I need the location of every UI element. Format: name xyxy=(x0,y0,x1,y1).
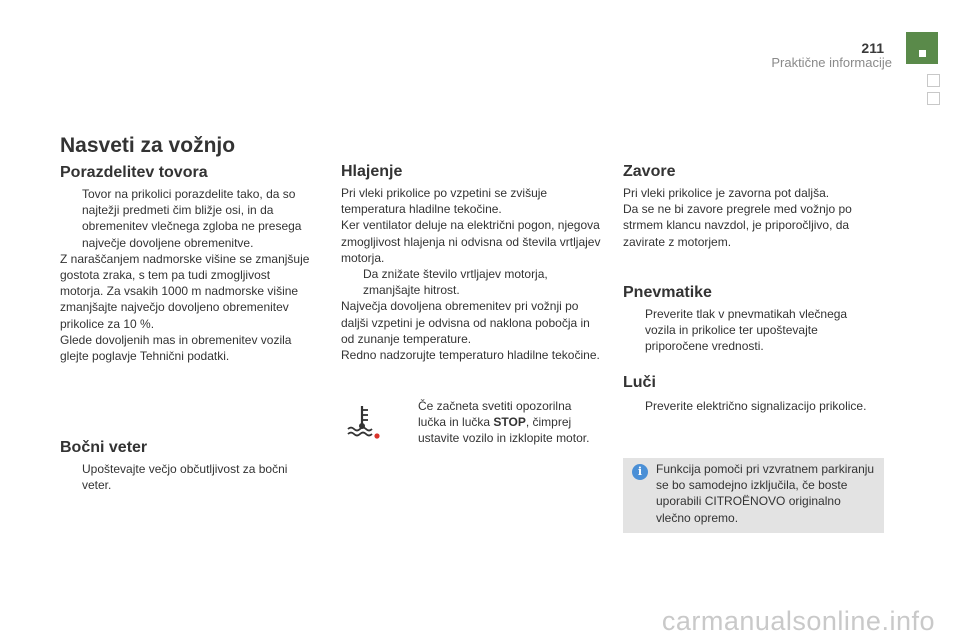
heading-brakes: Zavore xyxy=(623,163,676,180)
col1-body xyxy=(60,186,316,364)
para-max-load-slope: Največja dovoljena obremenitev pri vožnji po daljši vzpetini je odvisna od naklona pobočja in od zunanje temperature. xyxy=(341,299,590,346)
heading-lights: Luči xyxy=(623,374,656,391)
heading-load-distribution: Porazdelitev tovora xyxy=(60,164,208,181)
para-monitor-temp: Redno nadzorujte temperaturo hladilne tekočine. xyxy=(341,348,600,363)
bullet-tyre-pressure: Preverite tlak v pnevmatikah vlečnega vozila in prikolice ter upoštevajte priporočene vrednosti. xyxy=(645,307,848,354)
watermark: carmanualsonline.info xyxy=(661,606,935,636)
page-number: 211 xyxy=(861,40,884,56)
col3-tyres-body xyxy=(623,306,879,355)
para-braking-distance: Pri vleki prikolice je zavorna pot daljša. xyxy=(623,186,830,200)
para-altitude: Z naraščanjem nadmorske višine se zmanjšuje gostota zraka, s tem pa tudi zmogljivost motorja. Za vsakih 1000 m nadmorske višine zmanjšajte največjo dovoljeno obremenitev prikolice za 10 %. xyxy=(60,251,310,331)
info-text: Funkcija pomoči pri vzvratnem parkiranju se bo samodejno izključila, če boste uporabili CITROËNOVO originalno vlečno opremo. xyxy=(656,462,875,525)
bullet-rpm: Da znižate število vrtljajev motorja, zmanjšajte hitrost. xyxy=(363,267,548,298)
tab-box-2 xyxy=(927,92,940,105)
info-icon: i xyxy=(632,464,648,480)
para-cooling-temp: Pri vleki prikolice po vzpetini se zvišuje temperatura hladilne tekočine. xyxy=(341,186,548,217)
col2-body xyxy=(341,185,601,363)
bullet-crosswind: Upoštevajte večjo občutljivost za bočni veter. xyxy=(82,462,288,493)
col3-brakes-body xyxy=(623,185,879,250)
section-label: Praktične informacije xyxy=(771,55,892,70)
coolant-temperature-warning-icon xyxy=(343,402,381,440)
col1-crosswind-body xyxy=(60,461,300,493)
stop-label: STOP xyxy=(493,415,526,430)
bullet-signalling: Preverite električno signalizacijo prikolice. xyxy=(645,399,867,413)
para-engine-braking: Da se ne bi zavore pregrele med vožnjo po strmem klancu navzdol, je priporočljivo, da zavirate z motorjem. xyxy=(623,202,852,249)
warning-text xyxy=(396,398,602,447)
heading-crosswind: Bočni veter xyxy=(60,439,148,456)
section-tab-marker xyxy=(906,32,938,64)
heading-cooling: Hlajenje xyxy=(341,163,403,180)
bullet-warning: Če začneta svetiti opozorilna lučka in lučka STOP, čimprej ustavite vozilo in izklopite motor. xyxy=(418,399,590,446)
tab-box-1 xyxy=(927,74,940,87)
para-masses: Glede dovoljenih mas in obremenitev vozila glejte poglavje Tehnični podatki. xyxy=(60,332,292,364)
page-title: Nasveti za vožnjo xyxy=(60,134,236,157)
col3-lights-body xyxy=(623,398,885,414)
heading-tyres: Pnevmatike xyxy=(623,284,712,301)
para-fan: Ker ventilator deluje na električni pogon, njegova zmogljivost hlajenja ni odvisna od števila vrtljajev motorja. xyxy=(341,218,601,265)
bullet-load: Tovor na prikolici porazdelite tako, da so najtežji predmeti čim bližje osi, in da obremenitev vlečnega zgloba ne presega največje dovoljene obremenitve. xyxy=(82,187,302,250)
